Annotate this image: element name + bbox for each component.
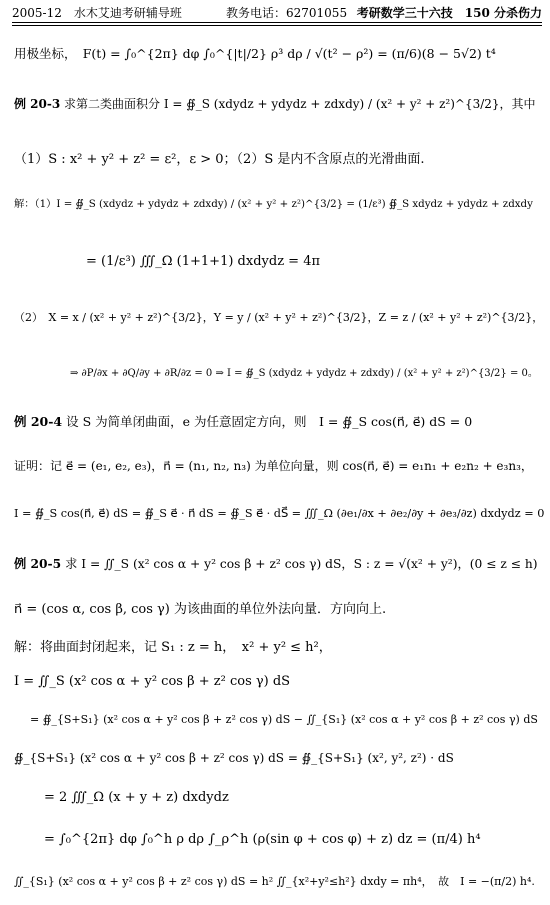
header-title: 考研数学三十六技 150 分杀伤力 (356, 6, 542, 20)
solution-close-surface: 解：将曲面封闭起来，记 S₁ : z = h， x² + y² ≤ h²， (14, 640, 332, 655)
polar-result-line: 用极坐标， F(t) = ∫₀^{2π} dφ ∫₀^{|t|/2} ρ³ dρ / √(t² − ρ²) = (π/6)(8 − 5√2) t⁴ (14, 46, 496, 61)
solution-part1-line1: 解：（1）I = ∯_S (xdydz + ydydz + zdxdy) / (x² + y² + z²)^{3/2} = (1/ε³) ∯_S xdydz + ydydz + zdxdy (14, 198, 533, 210)
solution-part1-line2: = (1/ε³) ∭_Ω (1+1+1) dxdydz = 4π (86, 254, 321, 269)
header-rule (12, 22, 542, 23)
example-20-3-cases: （1）S : x² + y² + z² = ε²，ε > 0；（2）S 是内不含原点的光滑曲面. (14, 152, 425, 167)
solution-integral-def: I = ∬_S (x² cos α + y² cos β + z² cos γ) dS (14, 674, 291, 689)
solution-part2-result: ⇒ ∂P/∂x + ∂Q/∂y + ∂R/∂z = 0 ⇒ I = ∯_S (xdydz + ydydz + zdxdy) / (x² + y² + z²)^{3/2} = 0。 (70, 368, 538, 379)
solution-cylindrical: = ∫₀^{2π} dφ ∫₀^h ρ dρ ∫_ρ^h (ρ(sin φ + cos φ) + z) dz = (π/4) h⁴ (44, 832, 481, 847)
example-20-5-statement (14, 556, 538, 572)
normal-vector-line: n⃗ = (cos α, cos β, cos γ) 为该曲面的单位外法向量．方向向上. (14, 602, 387, 617)
header-rule-thin (12, 25, 542, 26)
example-text: 设 S 为简单闭曲面，e 为任意固定方向，则 I = ∯_S cos(n⃗, e⃗) dS = 0 (62, 414, 473, 429)
example-text: 求 I = ∬_S (x² cos α + y² cos β + z² cos γ) dS，S : z = √(x² + y²)，(0 ≤ z ≤ h) (61, 557, 538, 571)
example-label: 例 20-3 (14, 97, 61, 111)
solution-closed-integral: ∯_{S+S₁} (x² cos α + y² cos β + z² cos γ) dS = ∯_{S+S₁} (x², y², z²) · dS (14, 751, 454, 765)
solution-split: = ∯_{S+S₁} (x² cos α + y² cos β + z² cos γ) dS − ∬_{S₁} (x² cos α + y² cos β + z² cos γ) dS (30, 713, 538, 726)
example-20-4-statement (14, 414, 472, 430)
example-20-3-statement (14, 96, 536, 112)
page-header (12, 4, 542, 22)
example-text: 求第二类曲面积分 I = ∯_S (xdydz + ydydz + zdxdy) / (x² + y² + z²)^{3/2}，其中 (60, 97, 536, 111)
proof-line1: 证明：记 e⃗ = (e₁, e₂, e₃)，n⃗ = (n₁, n₂, n₃) 为单位向量，则 cos(n⃗, e⃗) = e₁n₁ + e₂n₂ + e₃n₃， (14, 459, 533, 473)
solution-gauss: = 2 ∭_Ω (x + y + z) dxdydz (44, 790, 229, 805)
proof-line2: I = ∯_S cos(n⃗, e⃗) dS = ∯_S e⃗ · n⃗ dS = ∯_S e⃗ · dS⃗ = ∭_Ω (∂e₁/∂x + ∂e₂/∂y + ∂e₃/∂z) dxdydz = 0 (14, 507, 545, 520)
solution-final: ∬_{S₁} (x² cos α + y² cos β + z² cos γ) dS = h² ∬_{x²+y²≤h²} dxdy = πh⁴， 故 I = −(π/2) h⁴. (14, 875, 535, 888)
example-label: 例 20-5 (14, 556, 62, 571)
header-course: 2005-12 水木艾迪考研辅导班 (12, 6, 182, 20)
header-phone: 教务电话：62701055 (226, 6, 348, 20)
solution-part2-components: （2） X = x / (x² + y² + z²)^{3/2}，Y = y / (x² + y² + z²)^{3/2}，Z = z / (x² + y² + z²)^{3/2}， (14, 311, 544, 324)
example-label: 例 20-4 (14, 414, 63, 429)
